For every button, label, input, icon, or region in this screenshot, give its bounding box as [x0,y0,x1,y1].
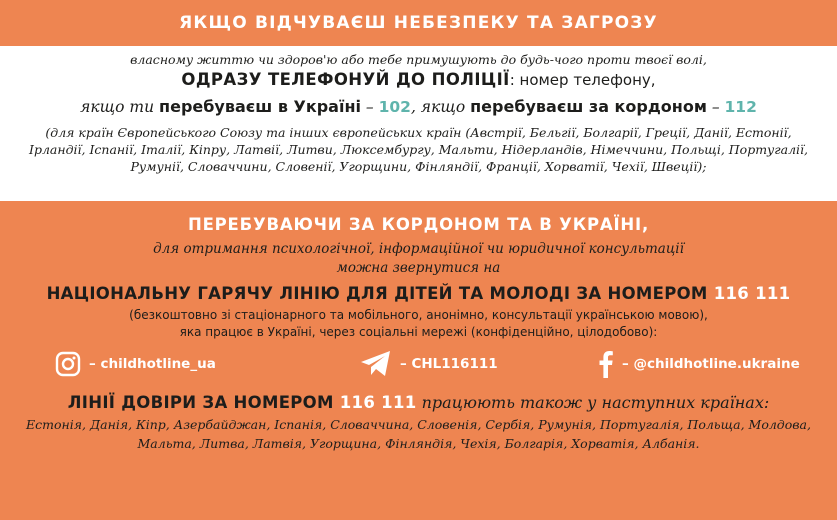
contact-line: можна звернутися на [336,260,501,276]
trust-lines-number: 116 111 [339,393,417,412]
instagram-handle: – childhotline_ua [89,356,216,372]
abroad-text: перебуваєш за кордоном [470,97,707,116]
if-text-2: , якщо [410,98,471,116]
hotline-panel [0,201,837,520]
abroad-number: 112 [724,98,757,116]
trust-lines-countries: Естонія, Данія, Кіпр, Азербайджан, Іспанія, Словаччина, Словенія, Сербія, Румунія, Португалія, Польща, Молдова, Мальта, Литва, Латвія, Угорщина, Фінляндія, Чехія, Болгарія, Хорватія, Албанія. [26,417,811,451]
top-banner-title: ЯКЩО ВІДЧУВАЄШ НЕБЕЗПЕКУ ТА ЗАГРОЗУ [179,13,658,33]
call-police-bold: ОДРАЗУ ТЕЛЕФОНУЙ ДО ПОЛІЦІЇ [181,70,510,89]
danger-panel [0,46,837,201]
instagram-contact[interactable] [55,349,216,379]
call-police-rest: : номер телефону, [509,71,656,89]
emergency-numbers-line [0,97,837,116]
if-text-1: якщо ти [80,98,160,116]
consultation-line: для отримання психологічної, інформаційної чи юридичної консультації [153,241,684,257]
call-police-line [0,70,837,89]
trust-lines-rest: працюють також у наступних країнах: [416,393,770,412]
national-hotline-text: НАЦІОНАЛЬНУ ГАРЯЧУ ЛІНІЮ ДЛЯ ДІТЕЙ ТА МОЛОДІ ЗА НОМЕРОМ [46,284,714,303]
in-ukraine-text: перебуваєш в Україні [159,97,361,116]
telegram-handle: – CHL116111 [400,356,498,372]
ukraine-number: 102 [378,98,411,116]
instagram-icon [55,351,81,377]
top-banner [0,0,837,46]
hotline-note-2: яка працює в Україні, через соціальні мережі (конфіденційно, цілодобово): [179,325,658,339]
national-hotline-number: 116 111 [713,284,791,303]
hotline-title: ПЕРЕБУВАЮЧИ ЗА КОРДОНОМ ТА В УКРАЇНІ, [187,215,650,234]
facebook-handle: – @childhotline.ukraine [622,356,800,372]
telegram-contact[interactable] [360,349,498,379]
telegram-icon [360,350,392,378]
eu-countries-list: (для країн Європейського Союзу та інших європейських країн (Австрії, Бельгії, Болгарії, Греції, Данії, Естонії, Ірландії, Іспанії, Італії, Кіпру, Латвії, Литви, Люксембургу, Мальти, Нідерландів, Німеччини, Польщі, Португалії, Румунії, Словаччини, Словенії, Угорщини, Фінляндії, Франції, Хорватії, Чехії, Швеції); [29,125,808,174]
facebook-icon [598,350,614,378]
trust-lines-heading [0,393,837,412]
trust-lines-bold: ЛІНІЇ ДОВІРИ ЗА НОМЕРОМ [67,393,340,412]
facebook-contact[interactable] [598,349,800,379]
danger-intro: власному життю чи здоров'ю або тебе примушують до будь-чого проти твоєї волі, [130,52,707,67]
hotline-note-1: (безкоштовно зі стаціонарного та мобільного, анонімно, консультації українською мовою), [129,308,708,322]
dash-2: – [706,98,725,116]
dash-1: – [360,98,379,116]
national-hotline [0,284,837,303]
